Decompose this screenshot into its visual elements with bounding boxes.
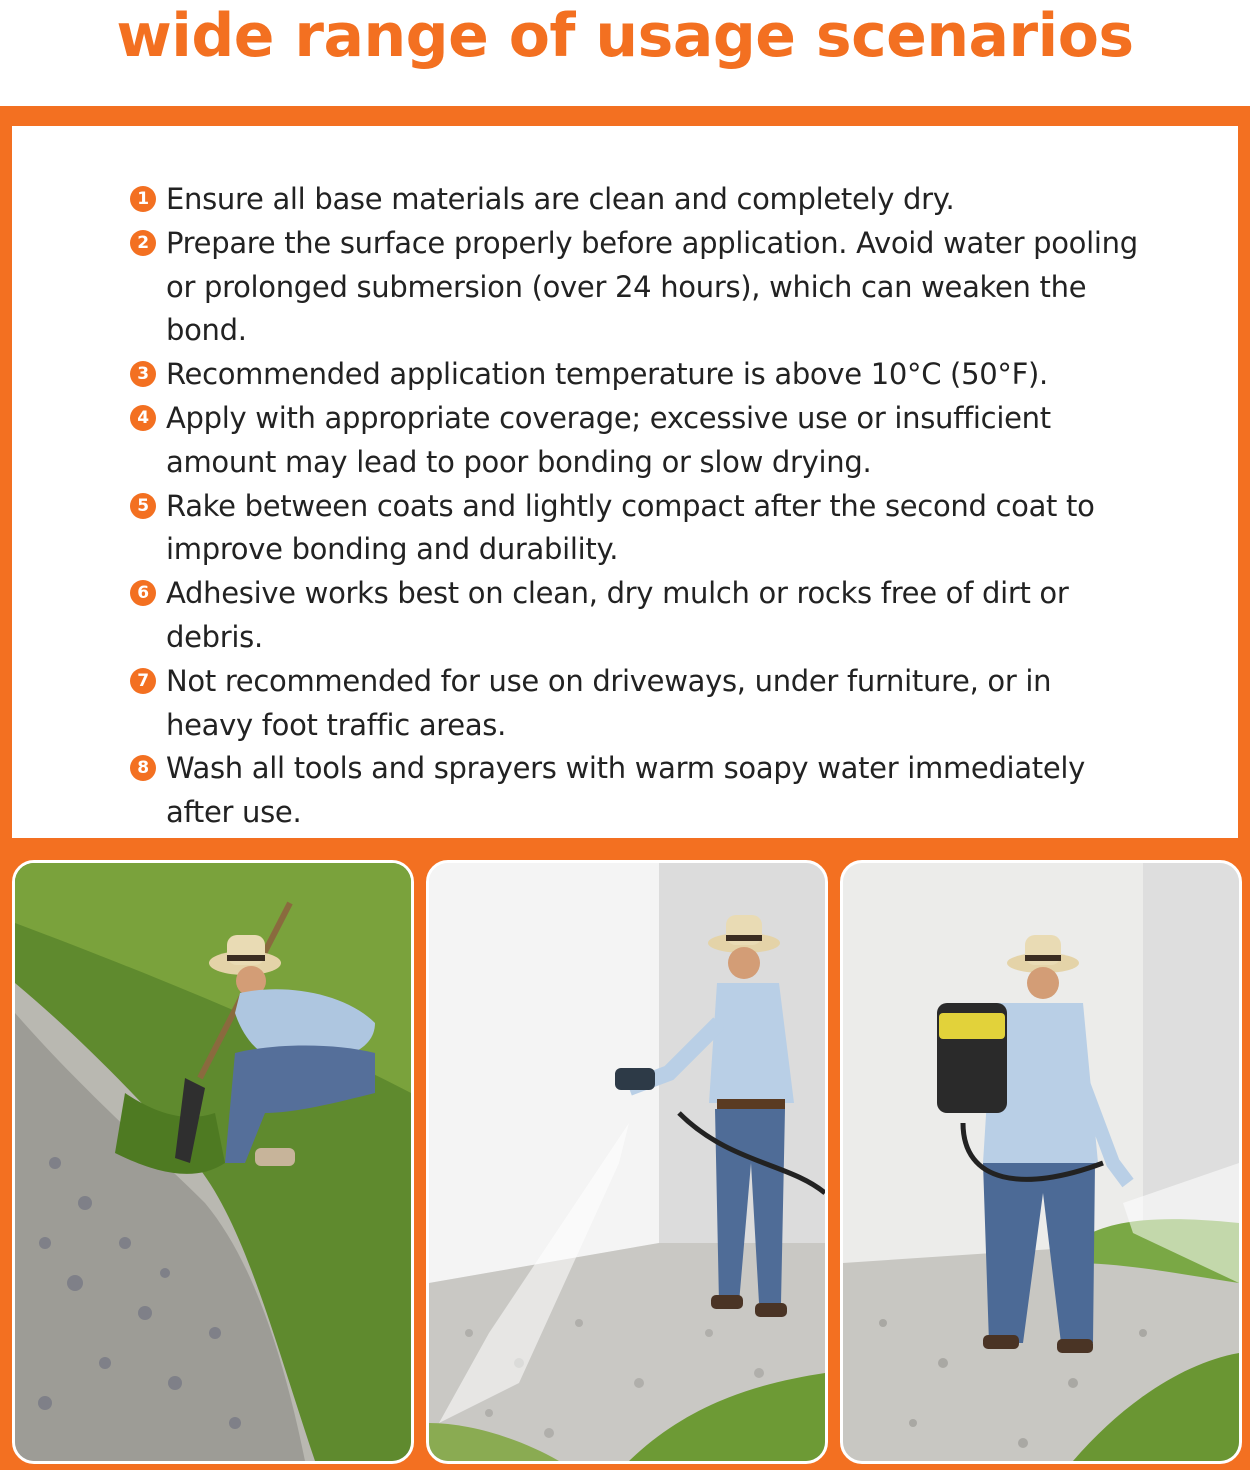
tip-text: Recommended application temperature is above 10°C (50°F).	[166, 357, 1048, 392]
tip-item	[128, 397, 1138, 485]
headline: wide range of usage scenarios	[116, 1, 1134, 71]
tip-item	[128, 572, 1138, 660]
photo-raking-gravel	[12, 860, 414, 1464]
number-badge: 1	[130, 186, 156, 212]
tip-item	[128, 660, 1138, 748]
tip-item	[128, 485, 1138, 573]
tip-item	[128, 178, 1138, 222]
number-badge: 3	[130, 361, 156, 387]
tip-text: Apply with appropriate coverage; excessive use or insufficient amount may lead to poor bonding or slow drying.	[166, 400, 1051, 479]
number-badge: 6	[130, 580, 156, 606]
tip-text: Prepare the surface properly before application. Avoid water pooling or prolonged submersion (over 24 hours), which can weaken the bond.	[166, 225, 1138, 348]
tip-item	[128, 747, 1138, 835]
number-badge: 4	[130, 405, 156, 431]
number-badge: 8	[130, 755, 156, 781]
tip-text: Rake between coats and lightly compact after the second coat to improve bonding and durability.	[166, 488, 1095, 567]
tip-text: Not recommended for use on driveways, under furniture, or in heavy foot traffic areas.	[166, 663, 1052, 742]
photo-backpack-sprayer	[840, 860, 1242, 1464]
number-badge: 7	[130, 668, 156, 694]
tip-text: Adhesive works best on clean, dry mulch or rocks free of dirt or debris.	[166, 576, 1069, 654]
tips-list	[128, 178, 1138, 835]
orange-frame	[0, 106, 1250, 1470]
photo-hose-spraying	[426, 860, 828, 1464]
number-badge: 2	[130, 230, 156, 256]
tip-text: Wash all tools and sprayers with warm soapy water immediately after use.	[166, 751, 1086, 830]
tip-item	[128, 353, 1138, 397]
instructions-card	[12, 126, 1238, 838]
tip-item	[128, 222, 1138, 353]
number-badge: 5	[130, 493, 156, 519]
tip-text: Ensure all base materials are clean and completely dry.	[166, 182, 955, 216]
